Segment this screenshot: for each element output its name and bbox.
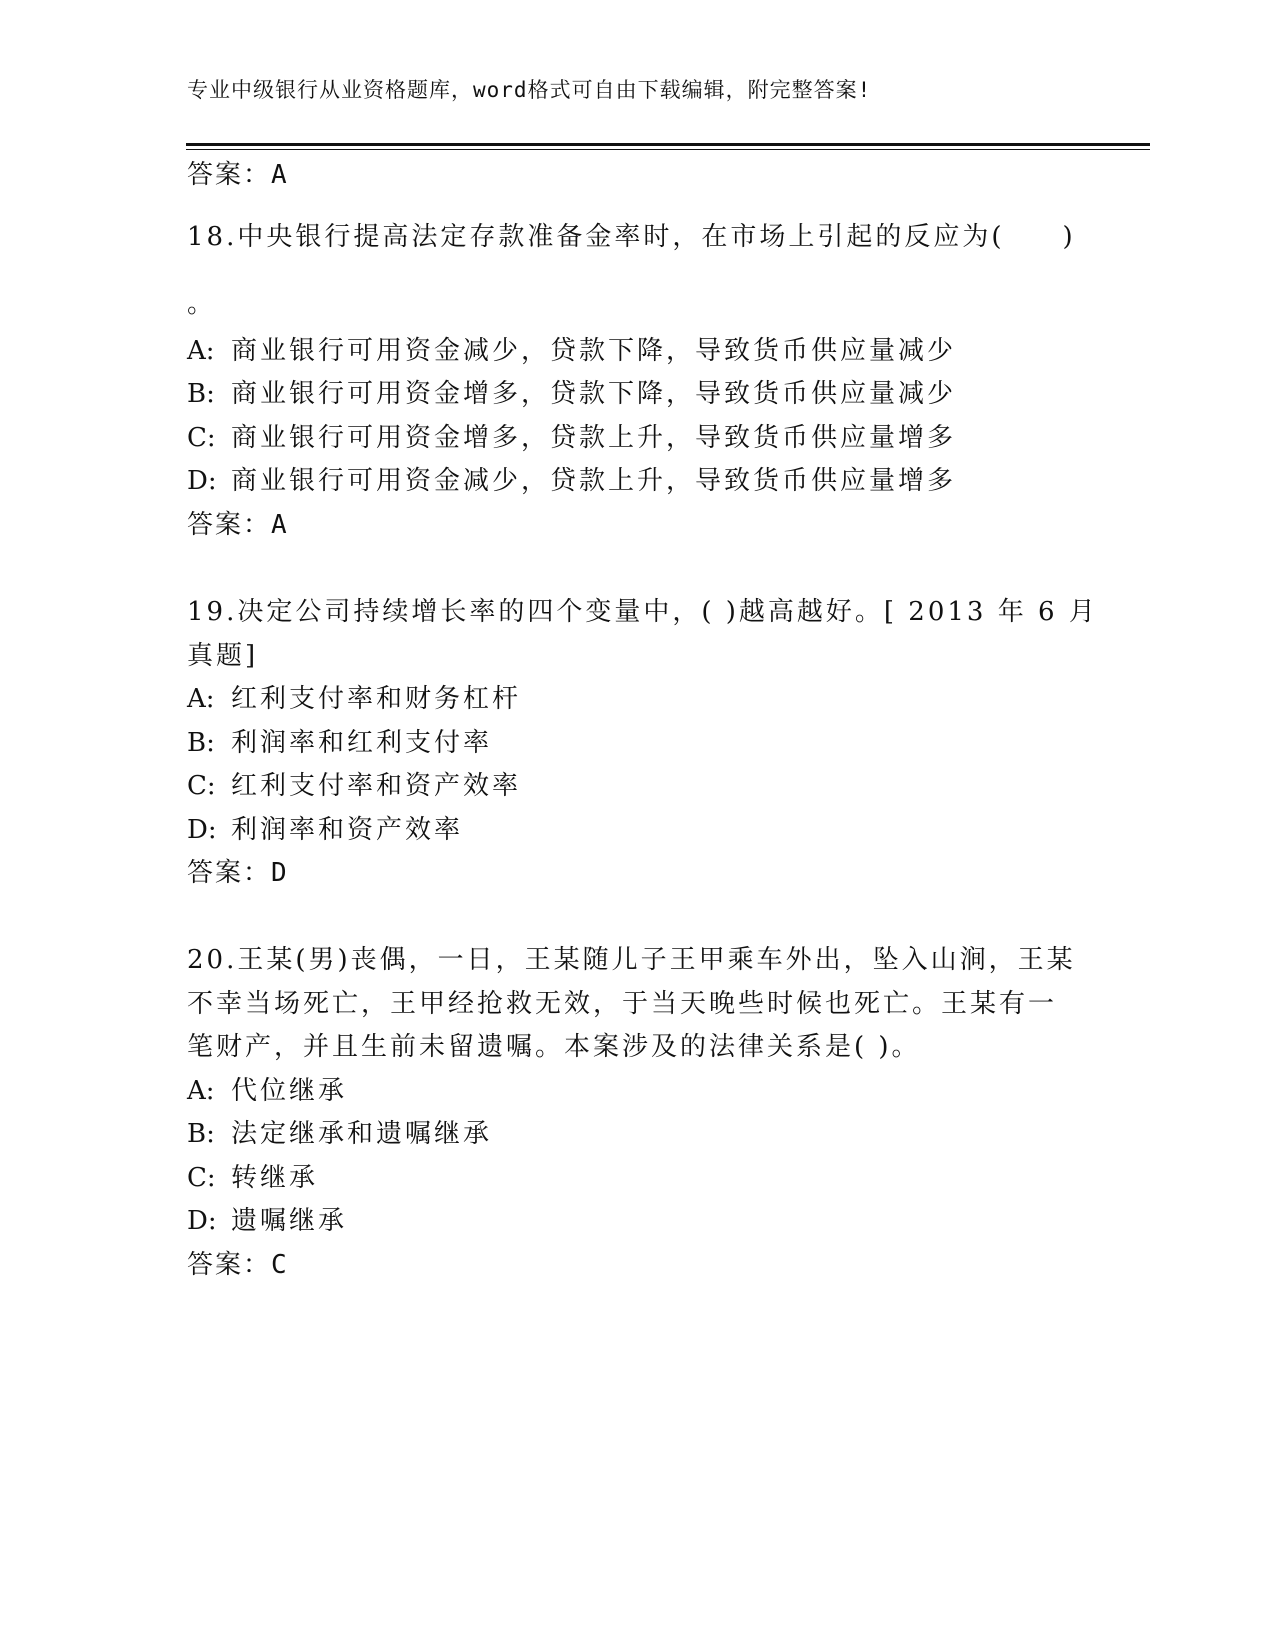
option-d (187, 814, 463, 846)
answer-line (187, 509, 289, 541)
answer-value: D (271, 858, 289, 888)
option-label: D: (187, 1206, 217, 1236)
answer-line (187, 159, 289, 191)
question-stem: 真题] (187, 641, 259, 671)
option-b (187, 378, 956, 410)
option-text: 代位继承 (231, 1076, 348, 1106)
option-label: B: (187, 379, 215, 409)
option-label: A: (187, 336, 215, 366)
answer-label: 答案： (187, 858, 272, 888)
option-label: C: (187, 423, 216, 453)
option-text: 转继承 (231, 1163, 319, 1193)
option-label: A: (187, 1076, 215, 1106)
option-label: D: (187, 815, 217, 845)
answer-value: A (271, 160, 289, 190)
header-text: 专业中级银行从业资格题库，word格式可自由下载编辑，附完整答案! (187, 78, 872, 102)
option-label: D: (187, 466, 217, 496)
option-text: 商业银行可用资金增多，贷款上升，导致货币供应量增多 (231, 423, 957, 453)
question-stem: 不幸当场死亡，王甲经抢救无效，于当天晚些时候也死亡。王某有一 (187, 989, 1058, 1019)
answer-line (187, 1249, 289, 1281)
question-stem: 18.中央银行提高法定存款准备金率时，在市场上引起的反应为( ) (187, 222, 1076, 252)
answer-value: A (271, 510, 289, 540)
option-a (187, 683, 521, 715)
header-rule-thin (186, 149, 1150, 150)
option-label: B: (187, 1119, 215, 1149)
option-c (187, 1162, 318, 1194)
question-stem: 笔财产，并且生前未留遗嘱。本案涉及的法律关系是( )。 (187, 1032, 921, 1062)
answer-label: 答案： (187, 1250, 272, 1280)
answer-line (187, 857, 289, 889)
option-label: C: (187, 1163, 216, 1193)
option-b (187, 727, 492, 759)
option-text: 利润率和红利支付率 (231, 728, 493, 758)
option-text: 利润率和资产效率 (231, 815, 464, 845)
option-b (187, 1118, 492, 1150)
option-label: B: (187, 728, 215, 758)
option-text: 商业银行可用资金减少，贷款下降，导致货币供应量减少 (231, 336, 957, 366)
option-c (187, 422, 956, 454)
header-rule-thick (186, 143, 1150, 146)
option-text: 红利支付率和财务杠杆 (231, 684, 522, 714)
option-label: C: (187, 771, 216, 801)
question-stem: 。 (187, 289, 217, 319)
option-text: 红利支付率和资产效率 (231, 771, 522, 801)
answer-value: C (271, 1250, 289, 1280)
option-text: 商业银行可用资金减少，贷款上升，导致货币供应量增多 (231, 466, 957, 496)
option-a (187, 1075, 347, 1107)
option-text: 遗嘱继承 (231, 1206, 348, 1236)
option-d (187, 1205, 347, 1237)
option-text: 商业银行可用资金增多，贷款下降，导致货币供应量减少 (231, 379, 957, 409)
option-label: A: (187, 684, 215, 714)
answer-label: 答案： (187, 160, 272, 190)
answer-label: 答案： (187, 510, 272, 540)
question-stem: 19.决定公司持续增长率的四个变量中，( )越高越好。[ 2013 年 6 月 (187, 597, 1098, 627)
option-text: 法定继承和遗嘱继承 (231, 1119, 493, 1149)
option-c (187, 770, 521, 802)
question-stem: 20.王某(男)丧偶，一日，王某随儿子王甲乘车外出，坠入山涧，王某 (187, 945, 1076, 975)
option-a (187, 335, 956, 367)
option-d (187, 465, 956, 497)
